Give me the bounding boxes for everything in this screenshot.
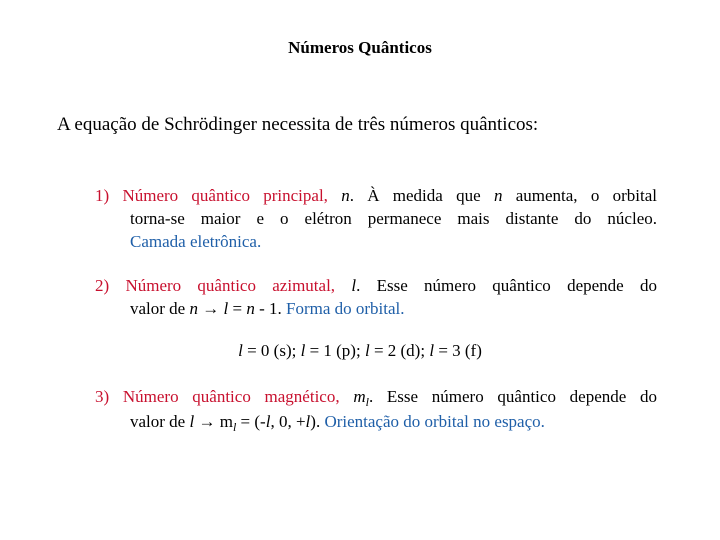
- item3-symbol: m: [353, 387, 366, 406]
- intro-text: A equação de Schrödinger necessita de três números quânticos:: [57, 114, 539, 135]
- formula-v4: = 3 (f): [438, 341, 482, 360]
- item2-line2: [95, 297, 657, 320]
- item3-line2: [95, 410, 657, 435]
- item-magnetic-quantum-number: [95, 385, 657, 435]
- formula-v3: = 2 (d);: [373, 341, 426, 360]
- item3-line2-a: valor de: [130, 412, 186, 431]
- arrow-icon: →: [202, 299, 220, 318]
- item-principal-quantum-number: [95, 184, 657, 253]
- slide-title: Números Quânticos: [288, 38, 432, 57]
- item3-l3: l: [305, 412, 311, 431]
- item2-line2-a: valor de: [130, 299, 186, 318]
- item2-symbol: l: [351, 276, 357, 295]
- formula-v2: = 1 (p);: [309, 341, 361, 360]
- item1-symbol2: n: [493, 186, 503, 205]
- item2-highlight: Forma do orbital.: [285, 299, 405, 318]
- item3-line1: [95, 385, 657, 410]
- item3-text-a: . Esse número quântico depende do: [368, 387, 658, 406]
- formula-l2: l: [300, 341, 306, 360]
- arrow-icon: →: [198, 412, 216, 431]
- item1-line3: Camada eletrônica.: [130, 232, 262, 251]
- item3-m: m: [219, 412, 233, 431]
- item2-n2: n: [246, 299, 255, 318]
- item-azimuthal-quantum-number: [95, 274, 657, 320]
- formula-v1: = 0 (s);: [247, 341, 297, 360]
- item3-eq-a: = (-: [240, 412, 266, 431]
- azimuthal-values-formula: [0, 341, 720, 361]
- formula-l4: l: [429, 341, 435, 360]
- item2-label: 2) Número quântico azimutal,: [95, 276, 336, 295]
- item1-symbol: n: [341, 186, 350, 205]
- item3-m-sub: l: [232, 420, 237, 434]
- item3-l2: l: [265, 412, 271, 431]
- item1-line1: [95, 184, 657, 207]
- item3-eq-b: , 0, +: [270, 412, 306, 431]
- item1-line2: torna-se maior e o elétron permanece mais distante do núcleo.: [130, 209, 657, 228]
- item2-minus: - 1.: [259, 299, 282, 318]
- item3-highlight: Orientação do orbital no espaço.: [324, 412, 545, 431]
- item1-label: 1) Número quântico principal,: [95, 186, 328, 205]
- item3-l: l: [189, 412, 195, 431]
- item1-text-b: aumenta, o orbital: [515, 186, 657, 205]
- item2-text-a: . Esse número quântico depende do: [356, 276, 658, 295]
- item3-label: 3) Número quântico magnético,: [95, 387, 340, 406]
- item2-l: l: [223, 299, 229, 318]
- item1-text-a: . À medida que: [349, 186, 481, 205]
- item3-symbol-sub: l: [365, 395, 369, 409]
- formula-l1: l: [238, 341, 243, 360]
- item2-eq: =: [232, 299, 243, 318]
- formula-l3: l: [364, 341, 370, 360]
- item2-line1: [95, 274, 657, 297]
- item3-eq-c: ).: [310, 412, 321, 431]
- item2-n: n: [189, 299, 198, 318]
